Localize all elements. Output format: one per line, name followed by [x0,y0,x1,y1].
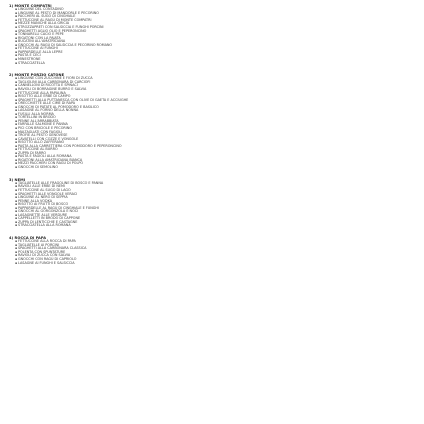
dish-name: LINGUINE AL PESTO DI MANDORLE E PECORINO [18,10,99,15]
bullet-icon: ▪ [15,126,18,130]
section-title: 3) NEMI [9,177,26,182]
bullet-icon: ▪ [15,90,18,95]
dish-name: RISOTTO ALLE ERBE DI CAMPO [18,94,71,99]
bullet-icon: ▪ [15,35,18,40]
dish-name: SPAGHETTI AGLIO OLIO E PEPERONCINO [18,28,87,33]
dish-name: ORECCHIETTE ALLE CIME DI RAPA [18,101,76,106]
dish-name: TAGLIATELLE AI PORCINI [18,242,60,247]
bullet-icon: ▪ [15,56,18,61]
dish-list [9,77,414,169]
dish-name: GNOCCHI AL GORGONZOLA E NOCI [18,209,79,214]
dish-name: FETTUCCINE AL SUGO DI LAGO [18,187,71,192]
bullet-icon: ▪ [15,219,18,224]
dish-name: MALTAGLIATI CON FAGIOLI [18,129,63,134]
bullet-icon: ▪ [15,10,18,15]
dish-name: FETTUCCINE AL BURRO [18,147,58,152]
dish-name: PAPPARDELLE ALLA LEPRE [18,49,63,54]
bullet-icon: ▪ [15,7,18,12]
dish-name: CAPPELLETTI IN BRODO DI CAPPONE [18,216,81,221]
bullet-icon: ▪ [15,147,18,152]
dish-name: MEZZE MANICHE ALLA GRICIA [18,21,70,26]
dish-name: BUCATINI ALL'AMATRICIANA [18,39,66,44]
section-nemi [9,178,414,228]
dish-name: RIGATONI CON LA PAJATA [18,35,61,40]
dish-name: RIGATONI ALLA AMATRICIANA BIANCA [18,157,83,162]
dish-name: RAVIOLI DI BORRAGINE BURRO E SALVIA [18,86,87,91]
dish-item [15,62,414,66]
bullet-icon: ▪ [15,223,18,228]
bullet-icon: ▪ [15,46,18,51]
bullet-icon: ▪ [15,94,18,99]
menu [9,4,414,273]
dish-list [9,240,414,265]
bullet-icon: ▪ [15,122,18,127]
bullet-icon: ▪ [15,86,18,91]
bullet-icon: ▪ [15,187,18,192]
bullet-icon: ▪ [15,32,18,37]
bullet-icon: ▪ [15,198,18,203]
dish-name: FETTUCCINE AL RAGÙ DI MONTE COMPATRI [18,17,92,22]
bullet-icon: ▪ [15,246,18,251]
dish-name: RAVIOLI DI ZUCCA CON SALVIA [18,253,71,258]
bullet-icon: ▪ [15,53,18,58]
dish-name: TONNARELLI CACIO E PEPE [18,32,64,37]
bullet-icon: ▪ [15,150,18,155]
dish-name: STROZZAPRETI CON SALSICCIA E FUNGHI PORCINI [18,25,104,30]
bullet-icon: ▪ [15,209,18,214]
dish-item [15,166,414,170]
bullet-icon: ▪ [15,28,18,33]
section-rocca-di-papa [9,236,414,265]
dish-name: ZUPPA DI FARRO [18,150,47,155]
dish-name: PAPPARDELLE AL RAGÙ DI CINGHIALE E FUNGHI [18,205,99,210]
dish-name: RAVIOLI ALLE ERBE DI NEMI [18,184,65,189]
dish-name: LASAGNE AL FORNO DELLA NONNA [18,108,79,113]
dish-name: ZUPPA DI LENTICCHIE E CASTAGNE [18,219,78,224]
bullet-icon: ▪ [15,17,18,22]
dish-name: RISOTTO AI FRUTTI DI BOSCO [18,202,69,207]
bullet-icon: ▪ [15,83,18,88]
dish-name: LASAGNETTE ALLE VERDURE [18,212,68,217]
dish-name: FETTUCCINE AI FUNGHI [18,46,58,51]
dish-list [9,8,414,65]
dish-name: TORTELLINI IN BRODO [18,115,56,120]
bullet-icon: ▪ [15,202,18,207]
dish-name: MEZZI PACCHERI CON RAGÙ DI POLPO [18,161,84,166]
section-monte-porzio-catone [9,73,414,170]
bullet-icon: ▪ [15,21,18,26]
bullet-icon: ▪ [15,191,18,196]
bullet-icon: ▪ [15,184,18,189]
bullet-icon: ▪ [15,161,18,166]
bullet-icon: ▪ [15,165,18,170]
dish-name: SPAGHETTI ALLA PUTTANESCA CON OLIVE DI GAETA E ACCIUGHE [18,97,129,102]
dish-name: PASTA E CECI [18,53,41,58]
dish-name: LINGUINE AL NERO DI SEPPIA [18,195,68,200]
dish-name: FETTUCCINE ALLA ROCCA DI PAPA [18,239,76,244]
section-title: 4) ROCCA DI PAPA [9,235,47,240]
dish-item [15,224,414,228]
dish-name: PASTA E FAGIOLI ALLA ROMANA [18,154,72,159]
dish-item [15,262,414,266]
bullet-icon: ▪ [15,97,18,102]
dish-name: GNOCCHI DI SEMOLINO [18,165,58,170]
dish-name: PENNE ALL'ARRABBIATA [18,118,59,123]
dish-name: LINGUINE DEL CONTADINO [18,7,64,12]
bullet-icon: ▪ [15,157,18,162]
bullet-icon: ▪ [15,260,18,265]
bullet-icon: ▪ [15,216,18,221]
bullet-icon: ▪ [15,212,18,217]
dish-list [9,182,414,228]
bullet-icon: ▪ [15,25,18,30]
bullet-icon: ▪ [15,154,18,159]
bullet-icon: ▪ [15,79,18,84]
section-title: 1) MONTE COMPATRI [9,4,52,8]
dish-name: TAGLIATELLE ALLE FRAGOLINE DI BOSCO E PANNA [18,180,104,185]
dish-name: STRACCIATELLA ALLA ROMANA [18,223,71,228]
bullet-icon: ▪ [15,42,18,47]
dish-name: GNOCCHI AL RAGÙ DI SALSICCIA E PECORINO ROMANO [18,42,113,47]
dish-name: PICI CON BRICIOLE E PECORINO [18,126,72,130]
dish-name: FETTUCCINE ALLA PAPALINA [18,90,66,95]
dish-name: TAGLIOLINI ALLA CARBONARA DI CARCIOFI [18,79,91,84]
dish-name: CAVATELLI CON COZZE E VONGOLE [18,136,79,141]
bullet-icon: ▪ [15,253,18,258]
dish-name: LINGUINE CON ZUCCHINE E FIORI DI ZUCCA [18,76,93,81]
dish-name: GNOCCHI CON RAGÙ DI CAPRIOLO [18,257,77,261]
bullet-icon: ▪ [15,136,18,141]
dish-name: LASAGNE AI FUNGHI E SALSICCIA [18,260,75,265]
bullet-icon: ▪ [15,143,18,148]
bullet-icon: ▪ [15,60,18,65]
bullet-icon: ▪ [15,14,18,19]
bullet-icon: ▪ [15,104,18,109]
bullet-icon: ▪ [15,239,18,244]
dish-name: POLENTA CON SPUNTATURE [18,249,66,254]
bullet-icon: ▪ [15,195,18,200]
bullet-icon: ▪ [15,257,18,261]
dish-name: GNOCCHI DI PATATE AL POMODORO E BASILICO [18,104,99,109]
bullet-icon: ▪ [15,133,18,138]
section-title: 2) MONTE PORZIO CATONE [9,73,65,78]
bullet-icon: ▪ [15,101,18,106]
dish-name: FUSILLI ALLA NORMA [18,111,54,116]
bullet-icon: ▪ [15,108,18,113]
dish-name: PENNE ALLA VODKA [18,198,53,203]
dish-name: TROFIE AL PESTO GENOVESE [18,133,68,138]
bullet-icon: ▪ [15,249,18,254]
dish-name: SPAGHETTI ALLE VONGOLE VERACI [18,191,78,196]
bullet-icon: ▪ [15,242,18,247]
bullet-icon: ▪ [15,140,18,145]
bullet-icon: ▪ [15,111,18,116]
dish-name: RISOTTO ALLO ZAFFERANO [18,140,65,145]
bullet-icon: ▪ [15,39,18,44]
bullet-icon: ▪ [15,118,18,123]
bullet-icon: ▪ [15,129,18,134]
dish-name: PASTA ALLA CARRETTIERA CON POMODORO E PEPERONCINO [18,143,122,148]
bullet-icon: ▪ [15,205,18,210]
bullet-icon: ▪ [15,115,18,120]
bullet-icon: ▪ [15,49,18,54]
dish-name: STRACCIATELLA [18,60,45,65]
dish-name: MINESTRONE [18,56,41,61]
dish-name: SPAGHETTI ALLA CARBONARA CLASSICA [18,246,87,251]
bullet-icon: ▪ [15,180,18,185]
dish-name: CANNELLONI DI RICOTTA E SPINACI [18,83,78,88]
dish-name: FARFALLE SALMONE E PANNA [18,122,68,127]
section-monte-compatri [9,4,414,65]
dish-name: PACCHERI AL SUGO DI CINGHIALE [18,14,76,19]
bullet-icon: ▪ [15,76,18,81]
